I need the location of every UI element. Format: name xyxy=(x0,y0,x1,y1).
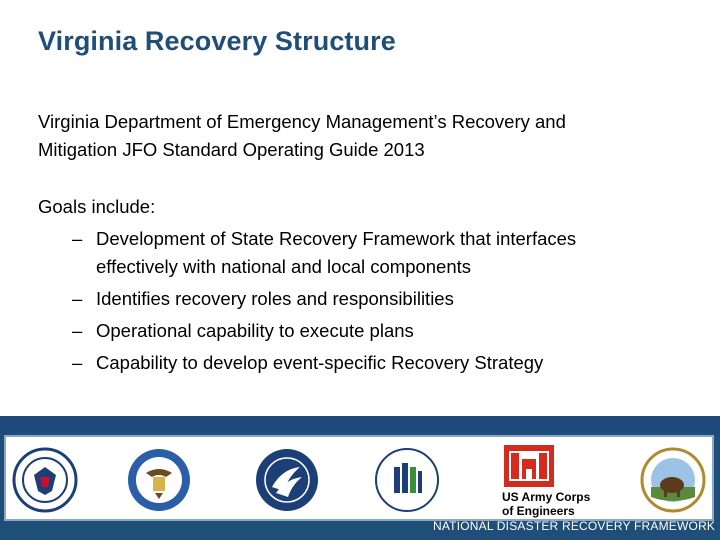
bullet-dash: – xyxy=(72,228,83,249)
bullet-dash: – xyxy=(72,320,83,341)
goal-item xyxy=(38,349,698,377)
goal-text-continued: effectively with national and local components xyxy=(96,256,472,277)
goal-text: Operational capability to execute plans xyxy=(96,320,414,341)
goal-item xyxy=(38,285,698,313)
goal-item xyxy=(38,317,698,345)
goals-list xyxy=(38,225,698,377)
castle-icon xyxy=(504,445,554,487)
intro-line-1: Virginia Department of Emergency Management’s Recovery and xyxy=(38,111,566,132)
bullet-dash: – xyxy=(72,352,83,373)
goal-item xyxy=(38,225,698,281)
intro-line-2: Mitigation JFO Standard Operating Guide 2013 xyxy=(38,139,425,160)
slide-title: Virginia Recovery Structure xyxy=(38,26,396,56)
interior-seal-icon xyxy=(640,447,706,513)
usace-name-line-2: of Engineers xyxy=(502,504,575,518)
bullet-dash: – xyxy=(72,288,83,309)
usace-name-line-1: US Army Corps xyxy=(502,490,591,504)
goals-section xyxy=(38,191,698,381)
usace-logo xyxy=(494,445,604,517)
hhs-seal-icon xyxy=(254,447,320,513)
goal-text: Development of State Recovery Framework that interfaces xyxy=(96,228,577,249)
hud-seal-icon xyxy=(374,447,440,513)
goal-text: Capability to develop event-specific Recovery Strategy xyxy=(96,352,544,373)
footer-top-strip xyxy=(0,416,720,434)
goals-heading: Goals include: xyxy=(38,196,156,217)
framework-label: NATIONAL DISASTER RECOVERY FRAMEWORK xyxy=(433,519,716,533)
agency-logo-strip xyxy=(4,435,714,521)
dhs-seal-icon xyxy=(12,447,78,513)
intro-paragraph xyxy=(38,108,658,164)
goal-text: Identifies recovery roles and responsibilities xyxy=(96,288,454,309)
commerce-seal-icon xyxy=(126,447,192,513)
